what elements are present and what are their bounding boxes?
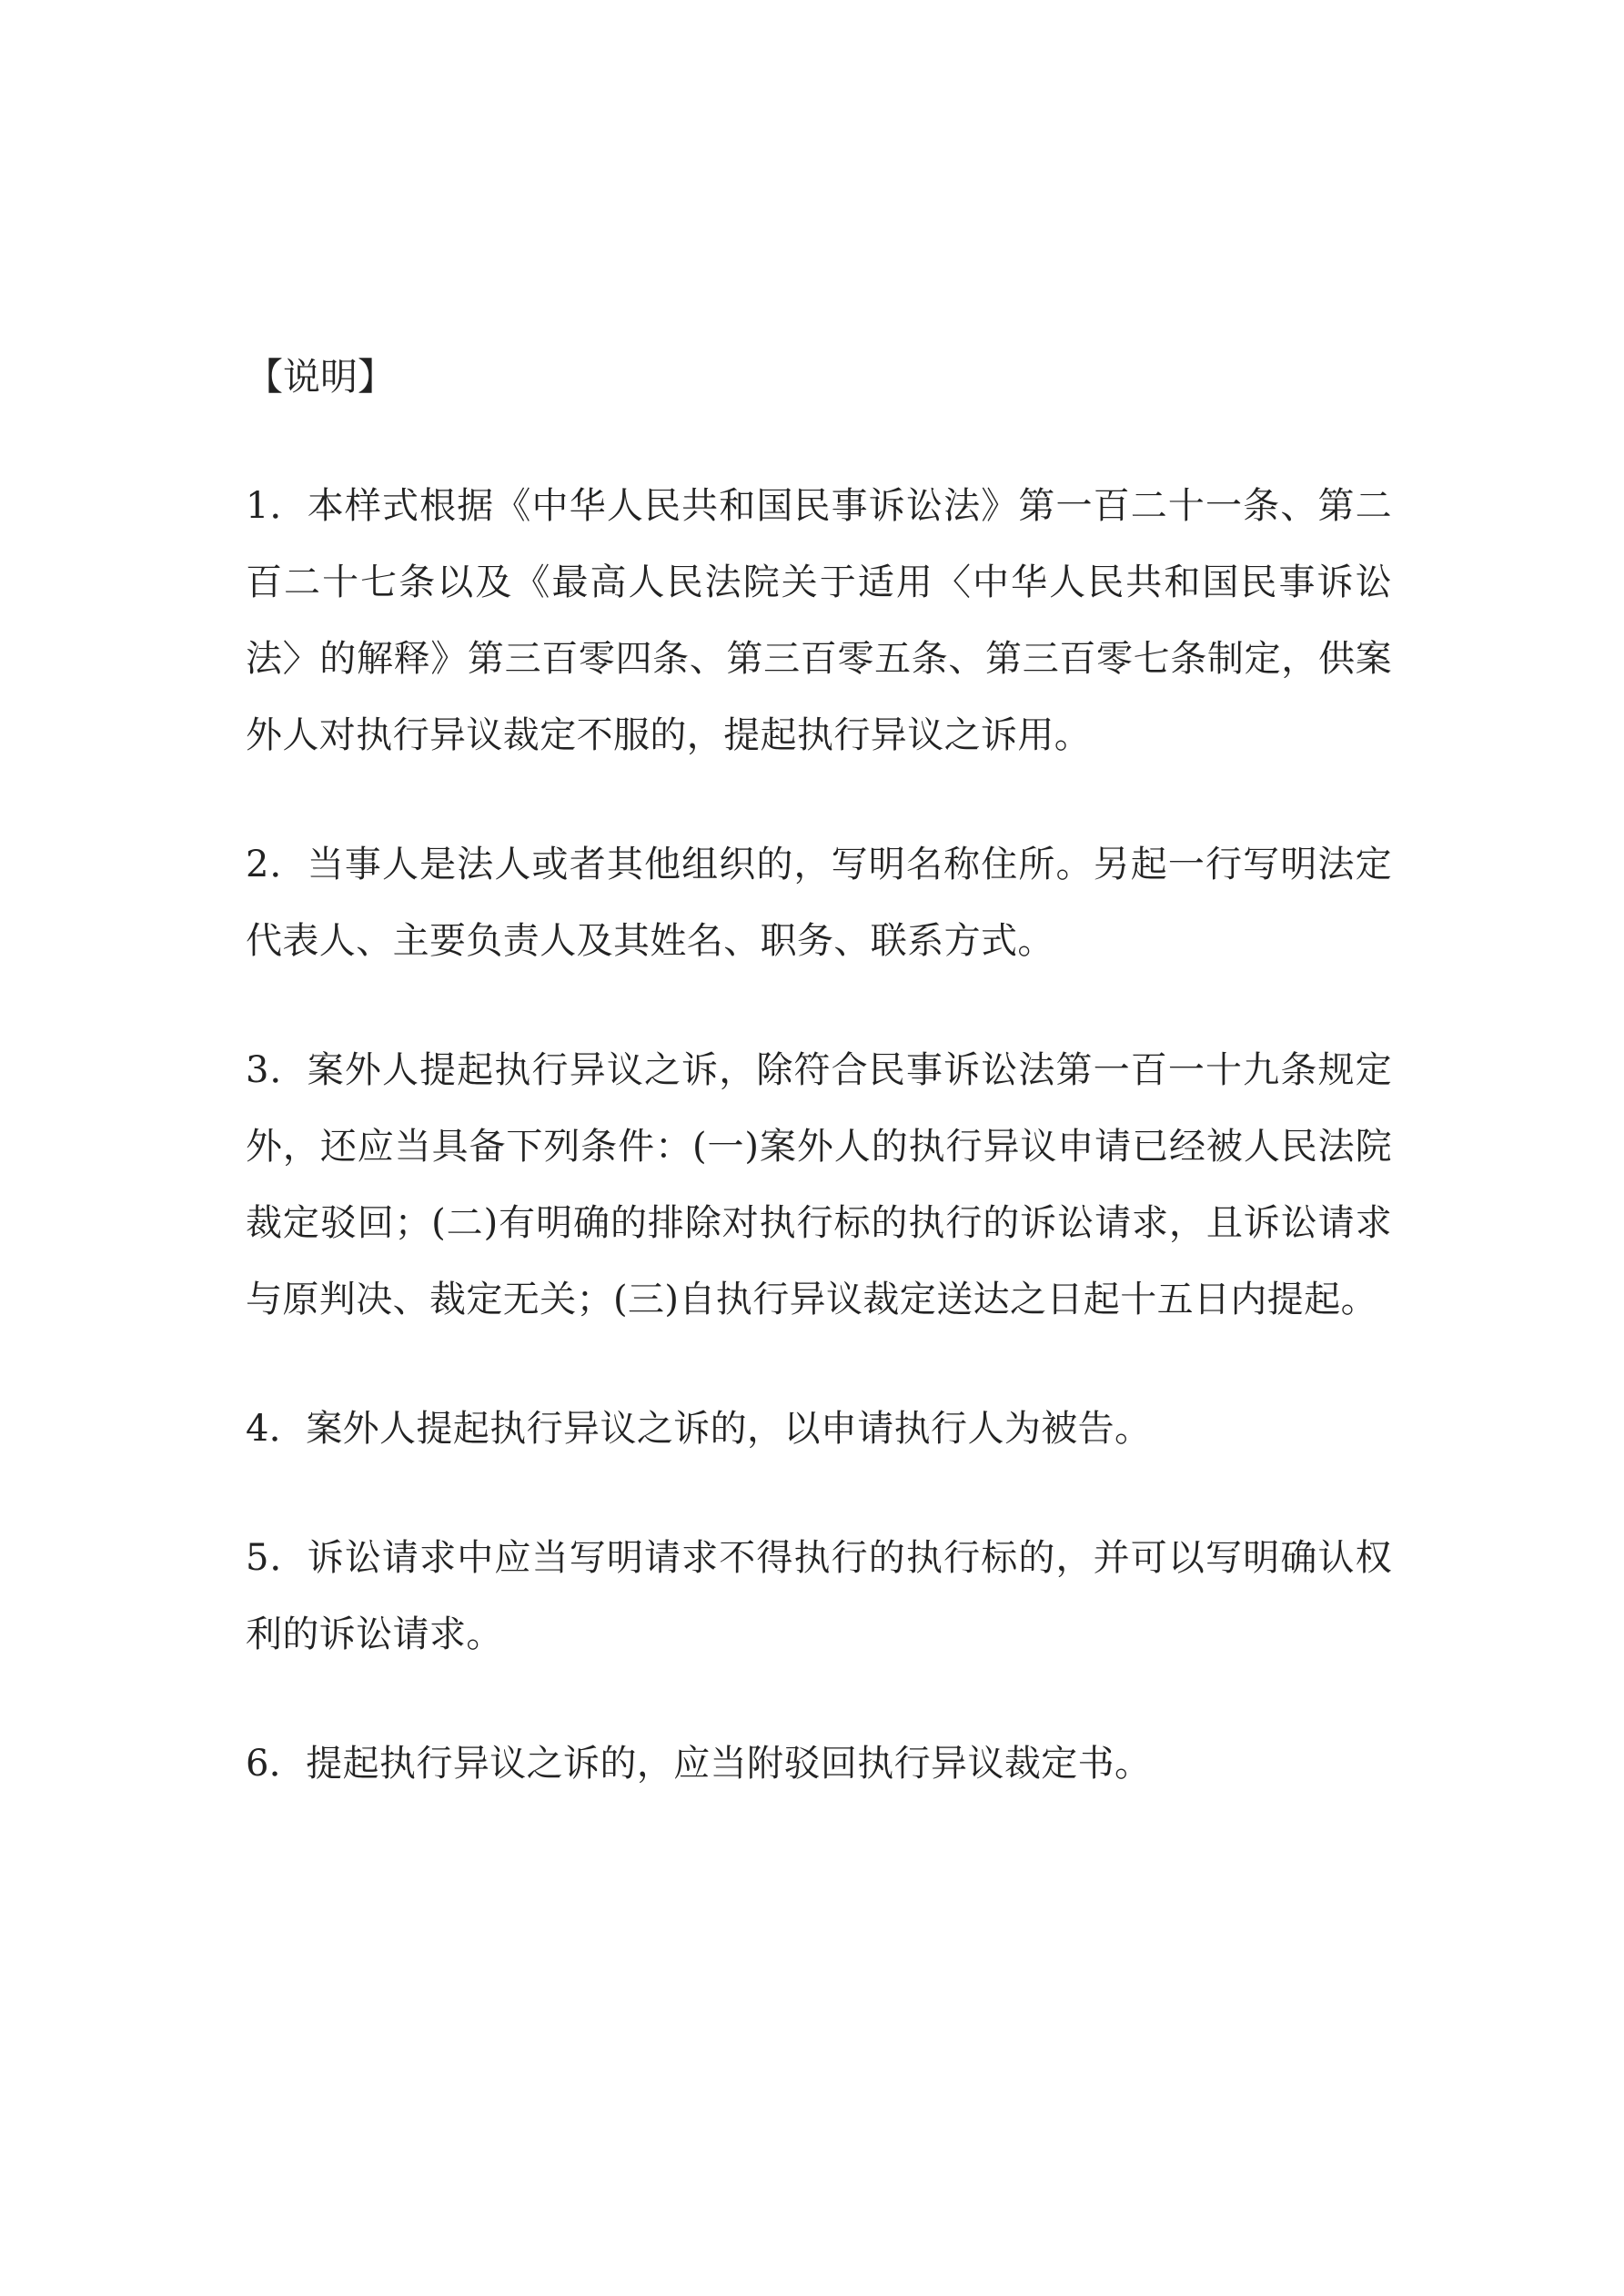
note-item-3 bbox=[246, 1032, 1392, 1338]
note-text: 案外人提起执行异议之诉的，以申请执行人为被告。 bbox=[306, 1408, 1152, 1450]
document-body bbox=[246, 339, 1392, 1855]
note-number: 3． bbox=[246, 1049, 308, 1091]
note-text: 提起执行异议之诉的，应当附驳回执行异议裁定书。 bbox=[306, 1743, 1152, 1785]
note-item-5 bbox=[246, 1520, 1392, 1673]
section-heading: 【说明】 bbox=[246, 355, 395, 399]
note-text: 诉讼请求中应当写明请求不得执行的执行标的，并可以写明确认权利的诉讼请求。 bbox=[246, 1537, 1392, 1655]
note-number: 1． bbox=[246, 485, 308, 527]
note-number: 2． bbox=[246, 844, 308, 885]
note-number: 5． bbox=[246, 1537, 308, 1579]
note-item-4 bbox=[246, 1391, 1392, 1467]
note-item-6 bbox=[246, 1725, 1392, 1802]
note-number: 6． bbox=[246, 1743, 307, 1785]
note-text: 当事人是法人或者其他组织的，写明名称住所。另起一行写明法定代表人、主要负责人及其姓名、职务、联系方式。 bbox=[246, 844, 1392, 962]
note-text: 案外人提起执行异议之诉，除符合民事诉讼法第一百一十九条规定外，还应当具备下列条件：(一)案外人的执行异议申请已经被人民法院裁定驳回；(二)有明确的排除对执行标的执行的诉讼请求，且诉讼请求与原判决、裁定无关；(三)自执行异议裁定送达之日起十五日内提起。 bbox=[246, 1049, 1392, 1320]
note-item-1 bbox=[246, 468, 1392, 774]
note-item-2 bbox=[246, 826, 1392, 979]
note-text: 本样式根据《中华人民共和国民事诉讼法》第一百二十一条、第二百二十七条以及《最高人民法院关于适用〈中华人民共和国民事诉讼法〉的解释》第三百零四条、第三百零五条、第三百零七条制定，供案外人对执行异议裁定不服的，提起执行异议之诉用。 bbox=[246, 485, 1392, 756]
note-number: 4． bbox=[246, 1408, 307, 1450]
